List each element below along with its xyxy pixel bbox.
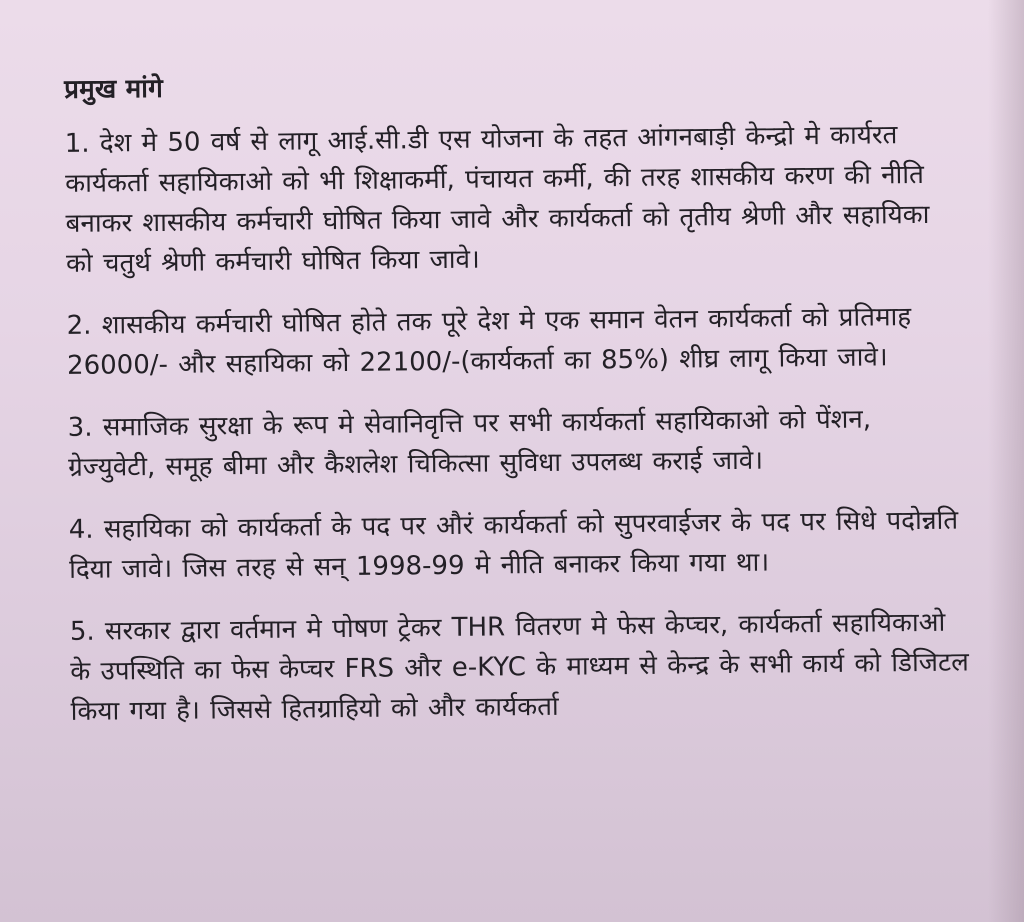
demand-point-3-text: 3. समाजिक सुरक्षा के रूप मे सेवानिवृत्ति पर सभी कार्यकर्ता सहायिकाओ को पेंशन, ग्रेज्युवेटी, समूह बीमा और कैशलेश चिकित्सा सुविधा उपलब्ध कराई जावे। xyxy=(67,404,872,483)
demand-point-1 xyxy=(65,115,966,284)
paper-edge-shadow xyxy=(988,0,1024,922)
demand-point-5 xyxy=(70,602,970,731)
demand-point-2-text: 2. शासकीय कर्मचारी घोषित होते तक पूरे देश मे एक समान वेतन कार्यकर्ता को प्रतिमाह 26000/- और सहायिका को 22100/-(कार्यकर्ता का 85%) शीघ्र लागू किया जावे। xyxy=(66,302,912,381)
document-heading: प्रमुख मांगे xyxy=(64,73,164,105)
demand-point-3 xyxy=(68,399,968,488)
demand-point-5-text: 5. सरकार द्वारा वर्तमान मे पोषण ट्रेकर THR वितरण मे फेस केप्चर, कार्यकर्ता सहायिकाओ के उपस्थिति का फेस केप्चर FRS और e-KYC के माध्यम से केन्द्र के सभी कार्य को डिजिटल किया गया है। जिससे हितग्राहियो को और कार्यकर्ता xyxy=(69,607,969,727)
demand-point-4-text: 4. सहायिका को कार्यकर्ता के पद पर औरं कार्यकर्ता को सुपरवाईजर के पद पर सिधे पदोन्नति दिया जावे। जिस तरह से सन् 1998-99 मे नीति बनाकर किया गया था। xyxy=(68,505,959,585)
demand-point-2 xyxy=(66,297,966,386)
document-page xyxy=(58,63,970,754)
demand-point-1-text: 1. देश मे 50 वर्ष से लागू आई.सी.डी एस योजना के तहत आंगनबाड़ी केन्द्रो मे कार्यरत कार्यकर्ता सहायिकाओ को भी शिक्षाकर्मी, पंचायत कर्मी, की तरह शासकीय करण की नीति बनाकर शासकीय कर्मचारी घोषित किया जावे और कार्यकर्ता को तृतीय श्रेणी और सहायिका को चतुर्थ श्रेणी कर्मचारी घोषित किया जावे। xyxy=(64,120,930,279)
demand-point-4 xyxy=(69,500,969,589)
